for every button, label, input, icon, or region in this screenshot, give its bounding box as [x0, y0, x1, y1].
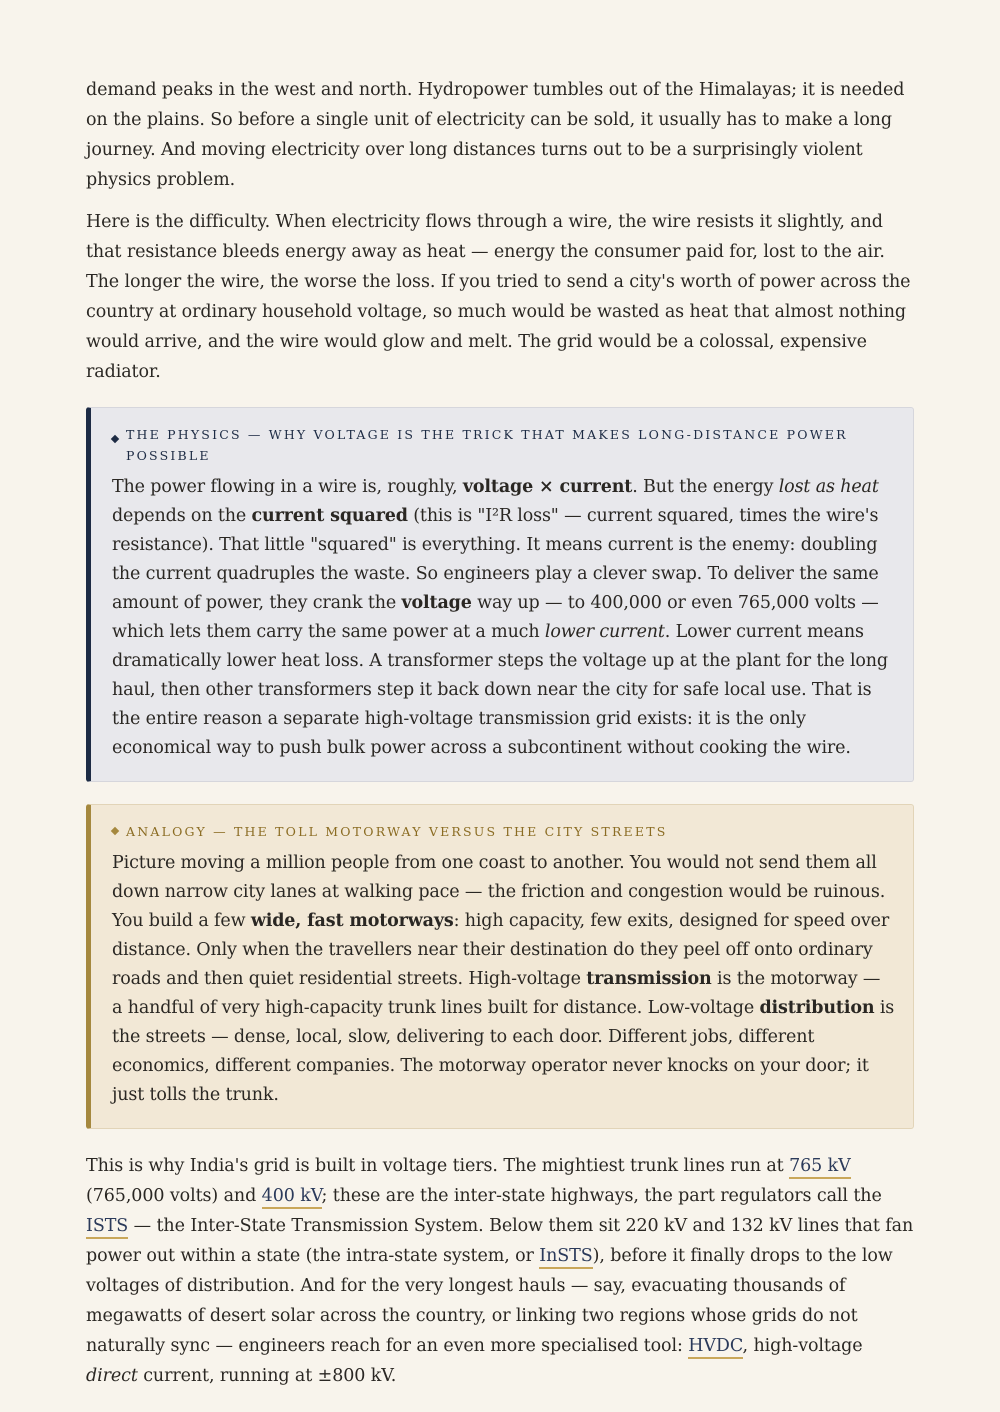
- term-link-insts[interactable]: InSTS: [539, 1246, 592, 1269]
- text-run: is the motorway — a handful of very high-capacity trunk lines built for distance. Low-voltage: [112, 969, 881, 1018]
- text-run: . Lower current means dramatically lower heat loss. A transformer steps the voltage up at the plant for the long haul, then other transformers step it back down near the city for safe local use. That is the entire reason a separate high-voltage transmission grid exists: it is the only economical way to push bulk power across a subcontinent without cooking the wire.: [112, 622, 888, 758]
- bold-term: current squared: [251, 506, 408, 526]
- bold-term: voltage: [401, 593, 472, 613]
- analogy-callout-text: [112, 849, 895, 1110]
- analogy-callout: [86, 804, 914, 1129]
- paragraph-voltage-tiers: [86, 1151, 914, 1391]
- text-run: Picture moving a million people from one coast to another. You would not send them all down narrow city lanes at walking pace — the friction and congestion would be ruinous. You build a few: [112, 853, 886, 931]
- paragraph-difficulty: Here is the difficulty. When electricity flows through a wire, the wire resists it slightly, and that resistance bleeds energy away as heat — energy the consumer paid for, lost to the air. The longer the wire, the worse the loss. If you tried to send a city's worth of power across the country at ordinary household voltage, so much would be wasted as heat that almost nothing would arrive, and the wire would glow and melt. The grid would be a colossal, expensive radiator.: [86, 212, 911, 382]
- italic-term: lower current: [544, 622, 665, 642]
- italic-term: lost as heat: [778, 477, 879, 497]
- text-run: This is why India's grid is built in voltage tiers. The mightiest trunk lines run at: [86, 1156, 790, 1176]
- text-run: ), before it finally drops to the low voltages of distribution. And for the very longest hauls — say, evacuating thousands of megawatts of desert solar across the country, or linking two regions whose grids do not naturally sync — engineers reach for an even more specialised tool:: [86, 1246, 893, 1356]
- text-run: (this is "I²R loss" — current squared, times the wire's resistance). That little "squared" is everything. It means current is the enemy: doubling the current quadruples the waste. So engineers play a clever swap. To deliver the same amount of power, they crank the: [112, 506, 879, 613]
- text-run: (765,000 volts) and: [86, 1186, 262, 1206]
- bold-term: wide, fast motorways: [250, 911, 454, 931]
- term-link-765kv[interactable]: 765 kV: [789, 1156, 851, 1179]
- physics-callout: [86, 407, 914, 782]
- physics-callout-text: [112, 473, 895, 763]
- text-run: ; these are the inter-state highways, the part regulators call the: [321, 1186, 882, 1206]
- analogy-heading-text: ANALOGY — THE TOLL MOTORWAY VERSUS THE CITY STREETS: [126, 824, 668, 839]
- bold-term: voltage × current: [462, 477, 633, 497]
- term-link-400kv[interactable]: 400 kV: [262, 1186, 322, 1209]
- term-link-ists[interactable]: ISTS: [86, 1216, 128, 1239]
- article-body: [86, 75, 914, 1403]
- bold-term: distribution: [759, 998, 875, 1018]
- text-run: : high capacity, few exits, designed for speed over distance. Only when the travellers near their destination do they peel off onto ordinary roads and then quiet residential streets. High-voltage: [112, 911, 890, 989]
- text-run: current, running at ±800 kV.: [137, 1366, 397, 1386]
- text-run: The power flowing in a wire is, roughly,: [112, 477, 463, 497]
- analogy-callout-heading: [112, 821, 895, 842]
- text-run: — the Inter-State Transmission System. Below them sit 220 kV and 132 kV lines that fan power out within a state (the intra-state system, or: [86, 1216, 914, 1266]
- diamond-icon: [111, 827, 119, 835]
- text-run: is the streets — dense, local, slow, delivering to each door. Different jobs, different economics, different companies. The motorway operator never knocks on your door; it just tolls the trunk.: [112, 998, 895, 1105]
- text-run: depends on the: [112, 506, 252, 526]
- text-run: , high-voltage: [742, 1336, 863, 1356]
- italic-term: direct: [86, 1366, 138, 1386]
- physics-heading-text: THE PHYSICS — WHY VOLTAGE IS THE TRICK THAT MAKES LONG-DISTANCE POWER POSSIBLE: [126, 427, 848, 463]
- text-run: way up — to 400,000 or even 765,000 volts — which lets them carry the same power at a much: [112, 593, 879, 642]
- text-run: . But the energy: [632, 477, 779, 497]
- paragraph-intro: demand peaks in the west and north. Hydropower tumbles out of the Himalayas; it is needed on the plains. So before a single unit of electricity can be sold, it usually has to make a long journey. And moving electricity over long distances turns out to be a surprisingly violent physics problem.: [86, 80, 905, 190]
- term-link-hvdc[interactable]: HVDC: [688, 1336, 742, 1359]
- diamond-icon: [111, 435, 119, 443]
- physics-callout-heading: [112, 424, 895, 466]
- bold-term: transmission: [586, 969, 712, 989]
